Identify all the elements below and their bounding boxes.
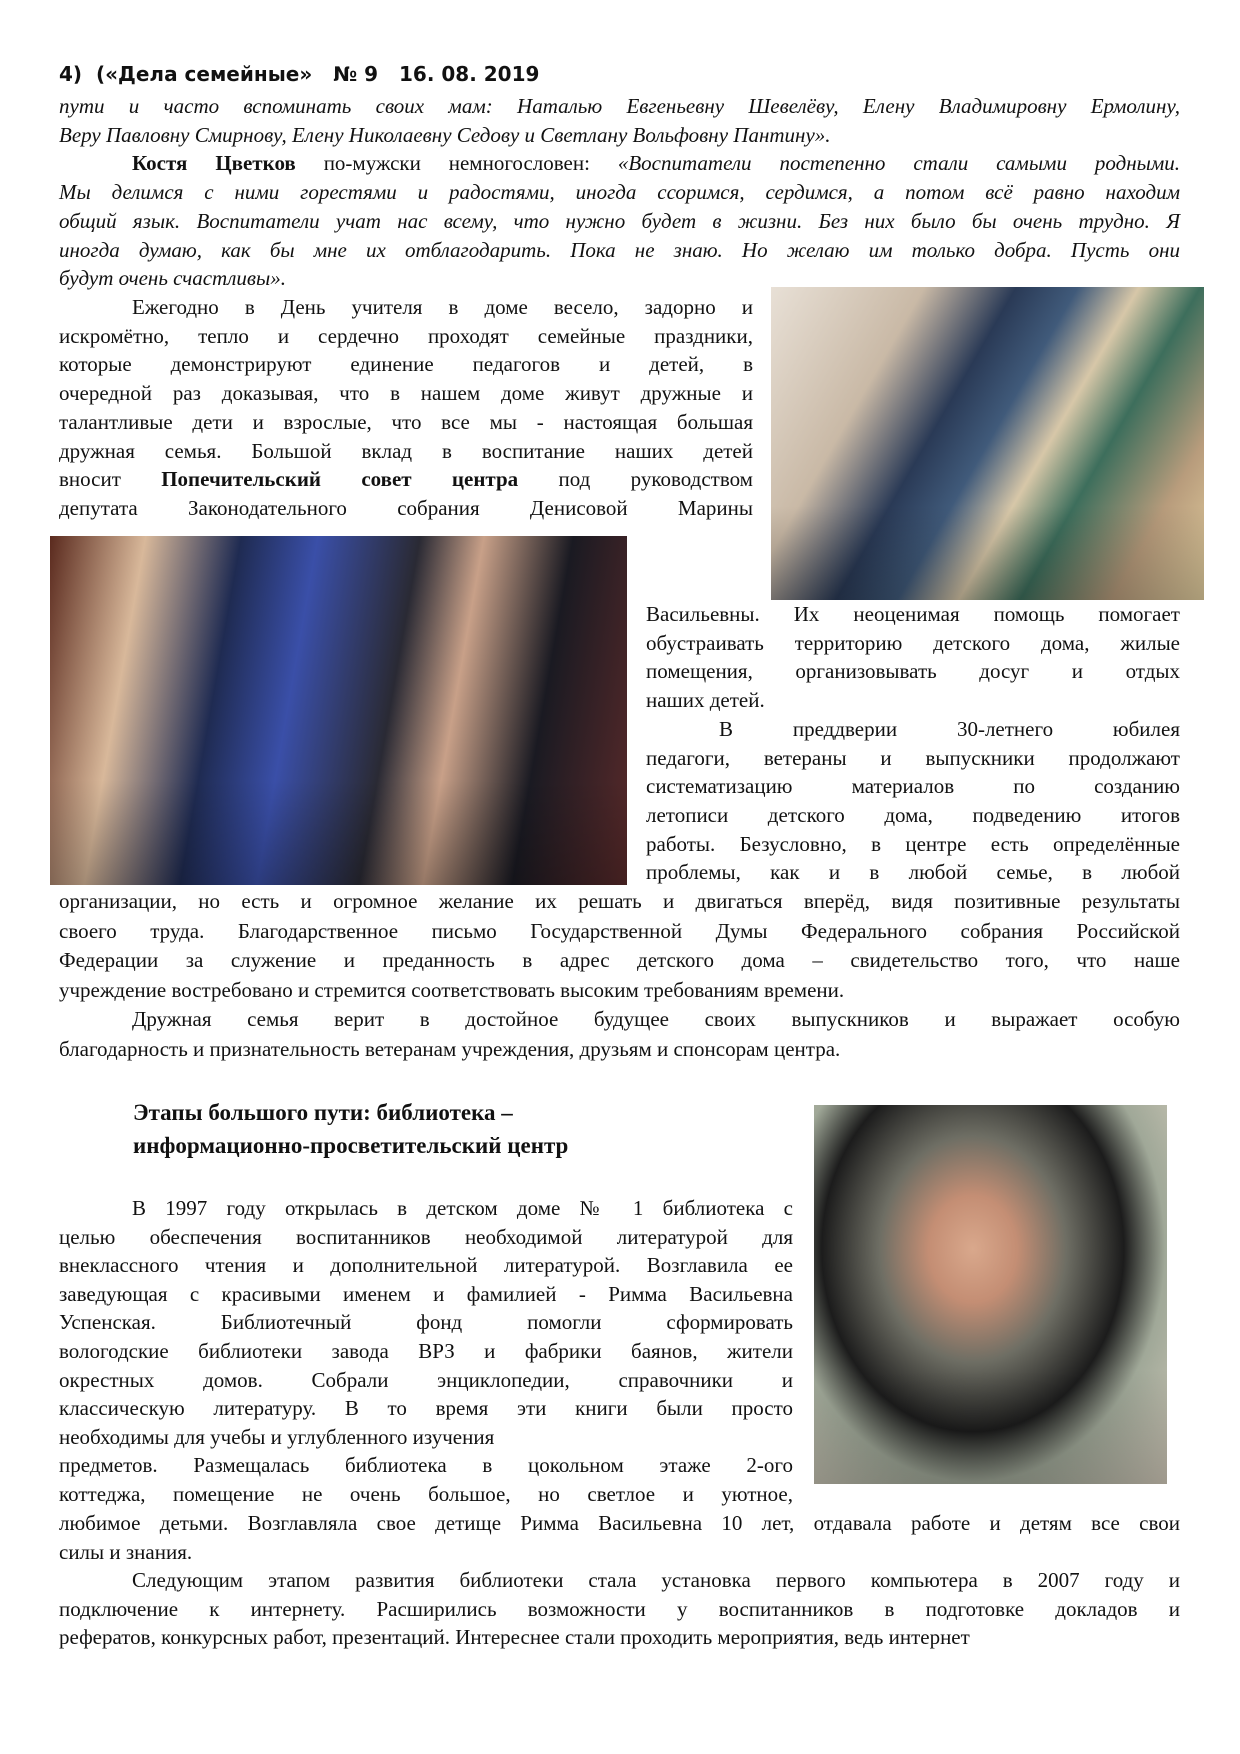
text-line: [59, 1481, 793, 1507]
text-line: [646, 601, 1180, 627]
text-segment: В 1997 году открылась в детском доме № 1 библиотека с: [132, 1196, 793, 1220]
text-segment: любимое детьми. Возглавляла свое детище Римма Васильевна 10 лет, отдавала работе и детям все свои: [59, 1511, 1180, 1535]
text-line: [59, 947, 1180, 973]
text-line: [59, 1510, 1180, 1536]
text-line: [646, 658, 1180, 684]
text-segment: депутата Законодательного собрания Денисовой Марины: [59, 496, 753, 520]
text-segment: предметов. Размещалась библиотека в цокольном этаже 2-ого: [59, 1453, 793, 1477]
text-segment: Ежегодно в День учителя в доме весело, задорно и: [132, 295, 753, 319]
text-line: [59, 93, 1180, 119]
text-line: [59, 1539, 1180, 1565]
text-line: [719, 716, 1180, 742]
text-line: [59, 1624, 1180, 1650]
text-line: [646, 802, 1180, 828]
text-line: [59, 1452, 793, 1478]
text-line: [132, 1006, 1180, 1032]
text-line: [132, 294, 753, 320]
text-segment: работы. Безусловно, в центре есть определённые: [646, 832, 1180, 856]
text-line: [59, 179, 1180, 205]
text-line: [59, 409, 753, 435]
text-line: [59, 1395, 793, 1421]
italic-text: общий язык. Воспитатели учат нас всему, что нужно будет в жизни. Без них было бы очень трудно. Я: [59, 209, 1180, 233]
text-segment: вносит: [59, 467, 162, 491]
text-segment: по-мужски немногословен:: [295, 151, 618, 175]
text-line: [59, 1596, 1180, 1622]
text-segment: необходимы для учебы и углубленного изучения: [59, 1425, 495, 1449]
text-line: [132, 150, 1180, 176]
text-line: [59, 323, 753, 349]
text-segment: Успенская. Библиотечный фонд помогли сформировать: [59, 1310, 793, 1334]
text-line: [59, 208, 1180, 234]
text-segment: окрестных домов. Собрали энциклопедии, справочники и: [59, 1368, 793, 1392]
text-line: [59, 1309, 793, 1335]
text-segment: внеклассного чтения и дополнительной литературой. Возглавила ее: [59, 1253, 793, 1277]
text-segment: очередной раз доказывая, что в нашем доме живут дружные и: [59, 381, 753, 405]
italic-text: Веру Павловну Смирнову, Елену Николаевну Седову и Светлану Вольфовну Пантину».: [59, 123, 831, 147]
text-segment: Дружная семья верит в достойное будущее своих выпускников и выражает особую: [132, 1007, 1180, 1031]
photo-guests-at-celebration: [50, 536, 627, 885]
text-segment: обустраивать территорию детского дома, жилые: [646, 631, 1180, 655]
text-line: [59, 351, 753, 377]
text-line: [59, 122, 1180, 148]
text-line: [646, 630, 1180, 656]
text-segment: летописи детского дома, подведению итогов: [646, 803, 1180, 827]
text-line: [132, 1195, 793, 1221]
italic-text: «Воспитатели постепенно стали самыми родными.: [617, 151, 1181, 175]
text-line: [59, 977, 1180, 1003]
text-segment: Васильевны. Их неоценимая помощь помогает: [646, 602, 1180, 626]
text-segment: силы и знания.: [59, 1540, 193, 1564]
text-segment: своего труда. Благодарственное письмо Государственной Думы Федерального собрания Российской: [59, 919, 1180, 943]
text-line: [59, 1367, 793, 1393]
text-segment: дружная семья. Большой вклад в воспитание наших детей: [59, 439, 753, 463]
italic-text: пути и часто вспоминать своих мам: Наталью Евгеньевну Шевелёву, Елену Владимировну Ермолину,: [59, 94, 1180, 118]
photo-librarian-portrait: [814, 1105, 1167, 1484]
text-segment: классическую литературу. В то время эти книги были просто: [59, 1396, 793, 1420]
text-line: [59, 1224, 793, 1250]
text-segment: помещения, организовывать досуг и отдых: [646, 659, 1180, 683]
text-segment: которые демонстрируют единение педагогов и детей, в: [59, 352, 753, 376]
photo-children-with-emergency-officer: [771, 287, 1204, 600]
text-line: [59, 1424, 793, 1450]
text-line: [59, 237, 1180, 263]
text-line: [646, 745, 1180, 771]
text-segment: вологодские библиотеки завода ВРЗ и фабрики баянов, жители: [59, 1339, 793, 1363]
text-segment: заведующая с красивыми именем и фамилией - Римма Васильевна: [59, 1282, 793, 1306]
text-line: [59, 1252, 793, 1278]
issue-header: 4) («Дела семейные» № 9 16. 08. 2019: [59, 62, 540, 86]
text-line: [59, 380, 753, 406]
text-segment: систематизацию материалов по созданию: [646, 774, 1180, 798]
text-line: [59, 466, 753, 492]
text-line: [59, 888, 1180, 914]
text-line: [59, 1338, 793, 1364]
text-line: [132, 1567, 1180, 1593]
text-line: [646, 773, 1180, 799]
text-segment: рефератов, конкурсных работ, презентаций. Интереснее стали проходить мероприятия, ведь интернет: [59, 1625, 970, 1649]
text-segment: Следующим этапом развития библиотеки стала установка первого компьютера в 2007 году и: [132, 1568, 1180, 1592]
text-segment: целью обеспечения воспитанников необходимой литературой для: [59, 1225, 793, 1249]
bold-text: Попечительский совет центра: [161, 467, 519, 491]
text-segment: под руководством: [518, 467, 753, 491]
text-segment: учреждение востребовано и стремится соответствовать высоким требованиям времени.: [59, 978, 845, 1002]
article-heading-line-1: Этапы большого пути: библиотека –: [133, 1100, 513, 1125]
text-line: [646, 859, 1180, 885]
text-line: [59, 918, 1180, 944]
italic-text: Мы делимся с ними горестями и радостями, иногда ссоримся, сердимся, а потом всё равно находим: [59, 180, 1180, 204]
text-segment: искромётно, тепло и сердечно проходят семейные праздники,: [59, 324, 753, 348]
text-segment: подключение к интернету. Расширились возможности у воспитанников в подготовке докладов и: [59, 1597, 1180, 1621]
text-segment: наших детей.: [646, 688, 765, 712]
text-line: [59, 1281, 793, 1307]
bold-text: Костя Цветков: [132, 151, 296, 175]
article-heading-line-2: информационно-просветительский центр: [133, 1133, 569, 1158]
text-line: [59, 265, 1180, 291]
italic-text: иногда думаю, как бы мне их отблагодарить. Пока не знаю. Но желаю им только добра. Пусть они: [59, 238, 1180, 262]
text-line: [59, 1036, 1180, 1062]
text-segment: педагоги, ветераны и выпускники продолжают: [646, 746, 1180, 770]
text-segment: проблемы, как и в любой семье, в любой: [646, 860, 1180, 884]
text-segment: организации, но есть и огромное желание их решать и двигаться вперёд, видя позитивные результаты: [59, 889, 1180, 913]
text-line: [646, 687, 1180, 713]
text-line: [646, 831, 1180, 857]
text-segment: Федерации за служение и преданность в адрес детского дома – свидетельство того, что наше: [59, 948, 1180, 972]
text-line: [59, 438, 753, 464]
text-segment: В преддверии 30-летнего юбилея: [719, 717, 1180, 741]
text-segment: благодарность и признательность ветеранам учреждения, друзьям и спонсорам центра.: [59, 1037, 841, 1061]
text-line: [59, 495, 753, 521]
text-segment: коттеджа, помещение не очень большое, но светлое и уютное,: [59, 1482, 793, 1506]
text-segment: талантливые дети и взрослые, что все мы - настоящая большая: [59, 410, 753, 434]
italic-text: будут очень счастливы».: [59, 266, 286, 290]
